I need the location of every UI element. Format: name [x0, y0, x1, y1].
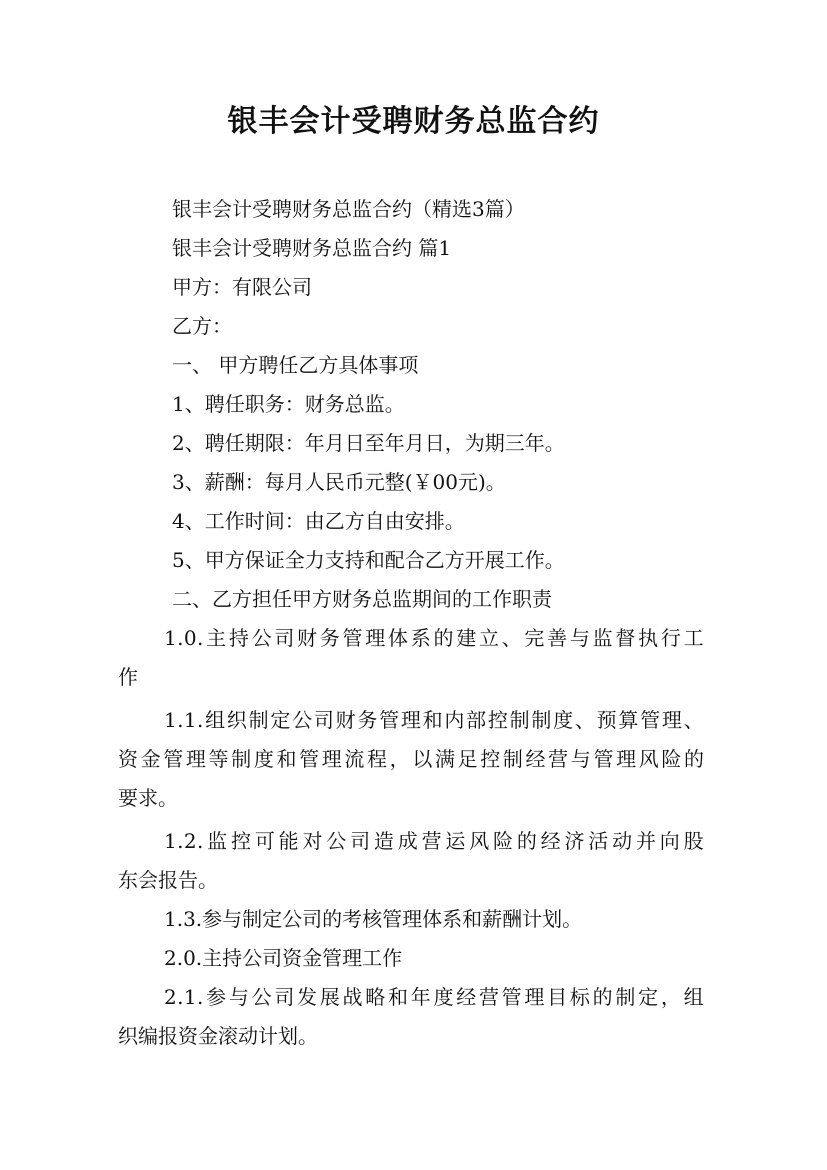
section-heading-1: [126, 346, 704, 385]
list-item-2: [126, 424, 704, 463]
clause-2-0: [118, 939, 704, 978]
section-heading-2: [126, 580, 704, 619]
text-line: 织编报资金滚动计划。: [118, 1024, 318, 1048]
paragraph-party-a: [126, 268, 704, 307]
text-line: 东会报告。: [118, 868, 218, 892]
text-line: 甲方：有限公司: [172, 275, 312, 299]
text-line: 2.0.主持公司资金管理工作: [164, 946, 403, 970]
clause-1-3: [118, 900, 704, 939]
text-line: 作: [118, 665, 138, 689]
list-item-4: [126, 502, 704, 541]
text-line: 银丰会计受聘财务总监合约 篇1: [172, 236, 452, 260]
text-line: 2、聘任期限：年月日至年月日，为期三年。: [172, 431, 565, 455]
text-line: 5、甲方保证全力支持和配合乙方开展工作。: [172, 548, 565, 572]
text-line: 4、工作时间：由乙方自由安排。: [172, 509, 465, 533]
text-line: 3、薪酬：每月人民币元整(￥00元)。: [172, 470, 506, 494]
list-item-1: [126, 385, 704, 424]
text-line: 二、乙方担任甲方财务总监期间的工作职责: [172, 587, 552, 611]
text-line: 乙方：: [172, 314, 232, 338]
document-title: 银丰会计受聘财务总监合约: [227, 104, 600, 139]
text-line: 1、聘任职务：财务总监。: [172, 392, 405, 416]
text-line: 2.1.参与公司发展战略和年度经营管理目标的制定，组: [164, 985, 704, 1009]
clause-2-1: [118, 978, 704, 1056]
text-line: 一、 甲方聘任乙方具体事项: [172, 353, 419, 377]
text-line: 银丰会计受聘财务总监合约（精选3篇）: [172, 197, 525, 221]
list-item-5: [126, 541, 704, 580]
clause-1-2: [118, 822, 704, 900]
document-body: [118, 190, 704, 1056]
clause-1-0: [118, 619, 704, 697]
list-item-3: [126, 463, 704, 502]
text-line: 要求。: [118, 786, 178, 810]
text-line: 1.3.参与制定公司的考核管理体系和薪酬计划。: [164, 907, 583, 931]
text-line: 1.1.组织制定公司财务管理和内部控制制度、预算管理、: [164, 708, 704, 732]
paragraph-subtitle-part1: [126, 229, 704, 268]
paragraph-party-b: [126, 307, 704, 346]
text-line: 资金管理等制度和管理流程，以满足控制经营与管理风险的: [118, 747, 704, 771]
text-line: 1.0.主持公司财务管理体系的建立、完善与监督执行工: [164, 626, 704, 650]
paragraph-subtitle-selected: [126, 190, 704, 229]
text-line: 1.2.监控可能对公司造成营运风险的经济活动并向股: [164, 829, 704, 853]
clause-1-1: [118, 701, 704, 818]
